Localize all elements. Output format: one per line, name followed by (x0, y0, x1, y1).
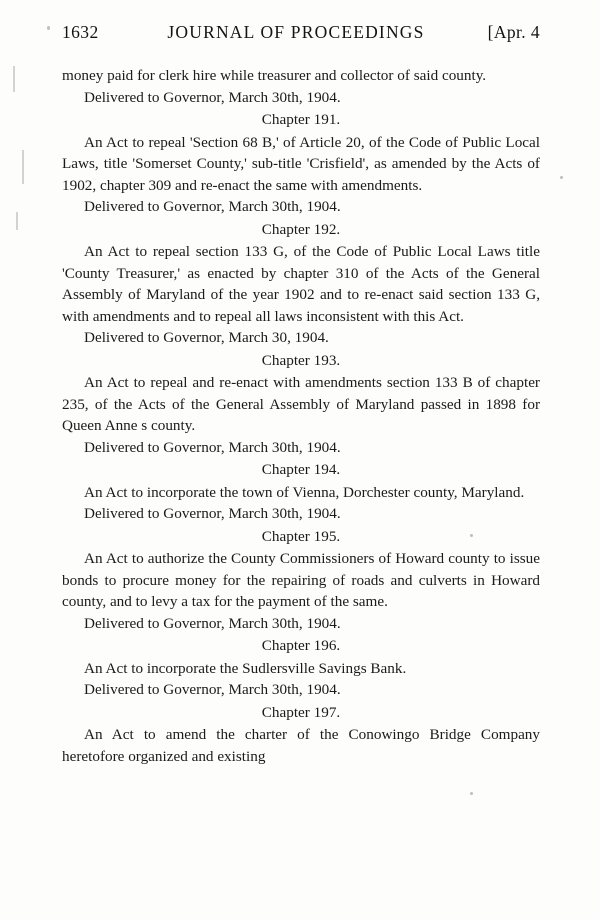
act-paragraph: An Act to repeal and re-enact with amendments section 133 B of chapter 235, of the Acts of the General Assembly of Maryland passed in 1898 for Queen Anne s county. (62, 374, 540, 434)
chapter-heading: Chapter 195. (261, 527, 341, 545)
running-title: JOURNAL OF PROCEEDINGS (167, 22, 425, 42)
page-header (62, 22, 540, 43)
scan-edge-mark (16, 212, 18, 230)
chapter-heading: Chapter 197. (261, 703, 341, 721)
act-paragraph: An Act to amend the charter of the Conowingo Bridge Company heretofore organized and existing (62, 726, 540, 765)
delivered-line: Delivered to Governor, March 30th, 1904. (84, 88, 341, 106)
scan-edge-mark (13, 66, 15, 92)
act-paragraph: An Act to incorporate the Sudlersville Savings Bank. (84, 659, 407, 677)
delivered-line: Delivered to Governor, March 30th, 1904. (84, 614, 341, 632)
act-paragraph: An Act to incorporate the town of Vienna, Dorchester county, Maryland. (84, 483, 525, 501)
chapter-heading: Chapter 192. (261, 220, 341, 238)
continued-paragraph: money paid for clerk hire while treasurer and collector of said county. (62, 67, 487, 84)
delivered-line: Delivered to Governor, March 30, 1904. (84, 329, 329, 346)
delivered-line: Delivered to Governor, March 30th, 1904. (84, 198, 341, 215)
act-paragraph: An Act to repeal 'Section 68 B,' of Article 20, of the Code of Public Local Laws, title 'Somerset County,' sub-title 'Crisfield', as amended by the Acts of 1902, chapter 309 and re-enact the same with amendments. (62, 133, 540, 194)
delivered-line: Delivered to Governor, March 30th, 1904. (84, 438, 341, 456)
chapter-heading: Chapter 191. (261, 111, 341, 128)
body-text (62, 65, 540, 767)
act-paragraph: An Act to repeal section 133 G, of the Code of Public Local Laws title 'County Treasurer,' as enacted by chapter 310 of the Acts of the General Assembly of Maryland of the year 1902 and to re-enact said section 133 G, with amendments and to repeal all laws inconsistent with this Act. (62, 243, 540, 325)
chapter-heading: Chapter 194. (261, 461, 341, 478)
chapter-heading: Chapter 196. (261, 637, 341, 654)
chapter-heading: Chapter 193. (261, 351, 341, 369)
delivered-line: Delivered to Governor, March 30th, 1904. (84, 505, 341, 522)
folio-date: [Apr. 4 (487, 22, 540, 42)
page-number: 1632 (62, 22, 99, 42)
scan-speck (47, 26, 50, 30)
page-content (62, 22, 540, 767)
scan-edge-mark (22, 150, 24, 184)
scan-speck (470, 792, 473, 795)
delivered-line: Delivered to Governor, March 30th, 1904. (84, 681, 341, 698)
scan-speck (560, 176, 563, 179)
act-paragraph: An Act to authorize the County Commissioners of Howard county to issue bonds to procure money for the repairing of roads and culverts in Howard county, and to levy a tax for the payment of the same. (62, 550, 540, 610)
